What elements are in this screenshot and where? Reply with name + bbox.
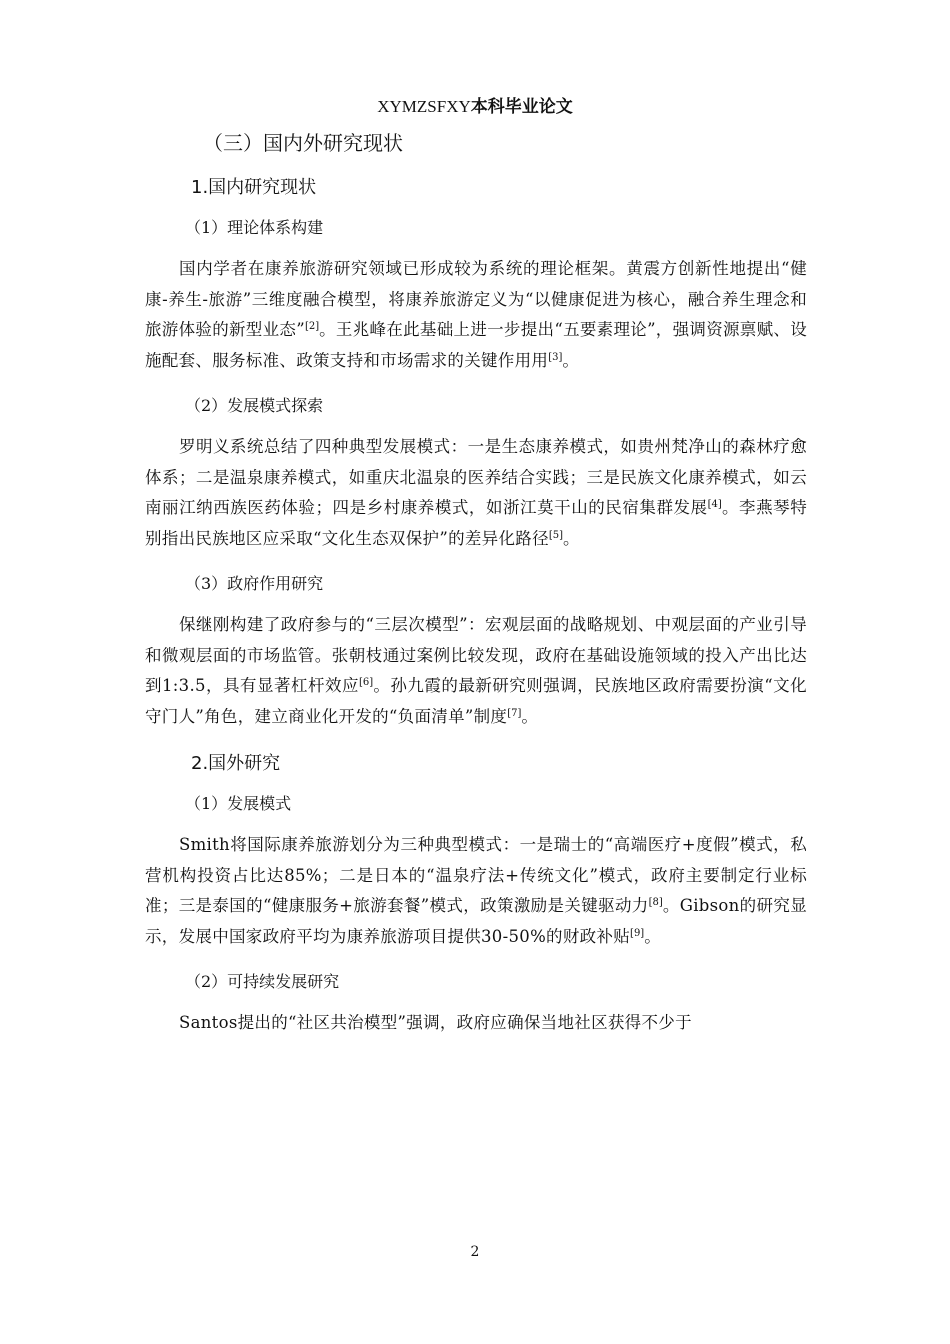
citation-9: [9]: [630, 927, 645, 939]
section-heading: （三）国内外研究现状: [203, 131, 403, 155]
foreign-mode-text-3: 。: [644, 926, 662, 946]
citation-6: [6]: [358, 677, 374, 688]
citation-4: [4]: [707, 499, 722, 510]
mode-text-3: 。: [563, 528, 580, 548]
citation-7: [7]: [507, 707, 522, 719]
sustain-text-1: Santos提出的“社区共治模型”强调，政府应确保当地社区获得不少于: [179, 1013, 692, 1032]
running-header: [0, 96, 950, 118]
mode-text-2: 。李燕琴特别指出民族地区应采取“文化生态双保护”的差异化路径: [145, 498, 808, 548]
gov-text-1: 保继刚构建了政府参与的“三层次模型”：宏观层面的战略规划、中观层面的产业引导和微观层面的市场监管。张朝枝通过案例比较发现，政府在基础设施领域的投入产出比达到1:3.5，具有显著杠杆效应: [145, 615, 807, 695]
gov-heading: （3）政府作用研究: [185, 574, 324, 593]
gov-text-2: 。孙九霞的最新研究则强调，民族地区政府需要扮演“文化守门人”角色，建立商业化开发的“负面清单”制度: [145, 676, 807, 726]
domestic-heading: 1.国内研究现状: [191, 177, 317, 198]
gov-text-3: 。: [521, 706, 539, 726]
foreign-mode-text-1: Smith将国际康养旅游划分为三种典型模式：一是瑞士的“高端医疗+度假”模式，私营机构投资占比达85%；二是日本的“温泉疗法+传统文化”模式，政府主要制定行业标准；三是泰国的“健康服务+旅游套餐”模式，政策激励是关键驱动力: [145, 835, 807, 915]
header-latin: XYMZSFXY: [377, 97, 471, 116]
sustain-paragraph: [145, 1008, 807, 1039]
foreign-mode-heading: （1）发展模式: [185, 794, 292, 813]
theory-text-2: 。王兆峰在此基础上进一步提出“五要素理论”，强调资源禀赋、设施配套、服务标准、政策支持和市场需求的关键作用用: [145, 320, 808, 370]
citation-3: [3]: [548, 351, 563, 363]
mode-text-1: 罗明义系统总结了四种典型发展模式：一是生态康养模式，如贵州梵净山的森林疗愈体系；二是温泉康养模式，如重庆北温泉的医养结合实践；三是民族文化康养模式，如云南丽江纳西族医药体验；四是乡村康养模式，如浙江莫干山的民宿集群发展: [145, 437, 807, 517]
theory-paragraph: [145, 254, 807, 376]
gov-paragraph: [145, 610, 807, 732]
foreign-mode-text-2: 。Gibson的研究显示，发展中国家政府平均为康养旅游项目提供30-50%的财政补贴: [145, 896, 807, 946]
mode-heading: （2）发展模式探索: [185, 396, 324, 415]
citation-2: [2]: [304, 321, 320, 332]
page-content: [145, 122, 807, 1039]
mode-paragraph: [145, 432, 807, 554]
citation-8: [8]: [648, 897, 663, 908]
theory-text-3: 。: [562, 350, 580, 370]
header-title: 本科毕业论文: [470, 97, 573, 117]
theory-heading: （1）理论体系构建: [185, 218, 324, 237]
sustain-heading: （2）可持续发展研究: [185, 972, 340, 991]
page-number: 2: [470, 1244, 480, 1260]
foreign-mode-paragraph: [145, 830, 807, 952]
foreign-heading: 2.国外研究: [191, 753, 281, 774]
theory-text-1: 国内学者在康养旅游研究领域已形成较为系统的理论框架。黄震方创新性地提出“健康-养生-旅游”三维度融合模型，将康养旅游定义为“以健康促进为核心，融合养生理念和旅游体验的新型业态”: [145, 259, 807, 339]
citation-5: [5]: [548, 529, 564, 541]
